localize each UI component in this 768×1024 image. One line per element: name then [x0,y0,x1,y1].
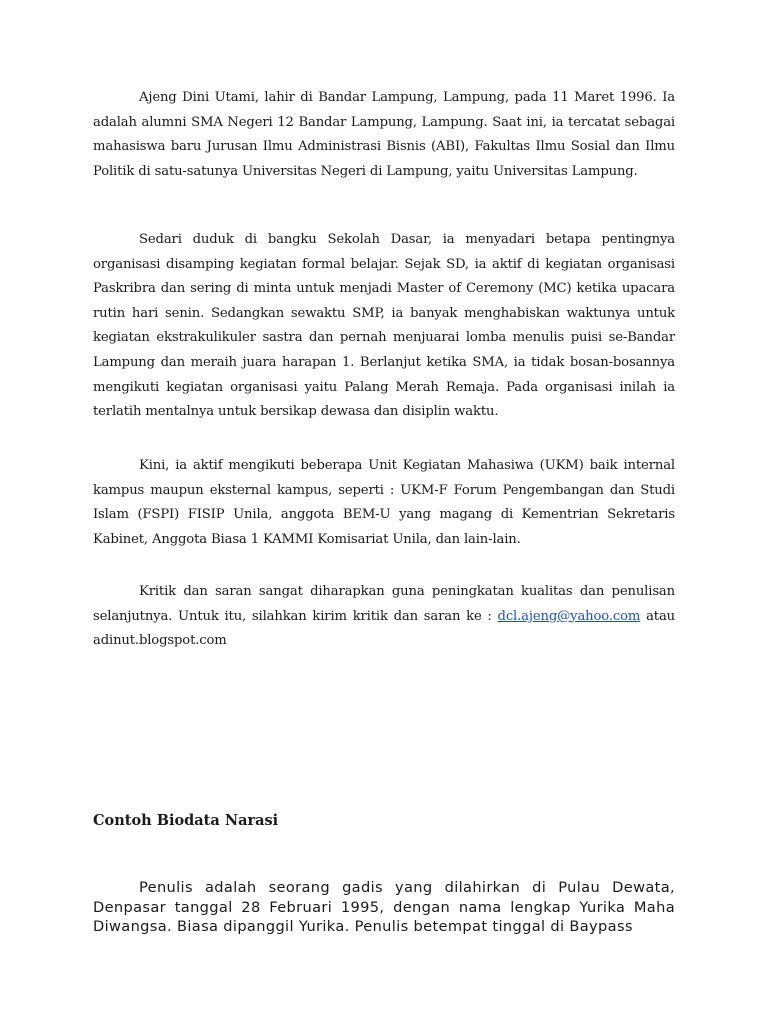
email-link[interactable]: dcl.ajeng@yahoo.com [497,608,641,624]
biodata-paragraph-3: Kini, ia aktif mengikuti beberapa Unit Kegiatan Mahasiwa (UKM) baik internal kampus maupun eksternal kampus, seperti : UKM-F Forum Pengembangan dan Studi Islam (FSPI) FISIP Unila, anggota BEM-U yang magang di Kementrian Sekretaris Kabinet, Anggota Biasa 1 KAMMI Komisariat Unila, dan lain-lain. [93,458,675,547]
paragraph-4-text-after: atau adinut.blogspot.com [93,608,676,649]
narasi-paragraph: Penulis adalah seorang gadis yang dilahirkan di Pulau Dewata, Denpasar tanggal 28 Februari 1995, dengan nama lengkap Yurika Maha Diwangsa. Biasa dipanggil Yurika. Penulis betempat tinggal di Baypass [93,879,675,935]
biodata-paragraph-1: Ajeng Dini Utami, lahir di Bandar Lampung, Lampung, pada 11 Maret 1996. Ia adalah alumni SMA Negeri 12 Bandar Lampung, Lampung. Saat ini, ia tercatat sebagai mahasiswa baru Jurusan Ilmu Administrasi Bisnis (ABI), Fakultas Ilmu Sosial dan Ilmu Politik di satu-satunya Universitas Negeri di Lampung, yaitu Universitas Lampung. [93,90,675,179]
biodata-paragraph-2: Sedari duduk di bangku Sekolah Dasar, ia menyadari betapa pentingnya organisasi disamping kegiatan formal belajar. Sejak SD, ia aktif di kegiatan organisasi Paskribra dan sering di minta untuk menjadi Master of Ceremony (MC) ketika upacara rutin hari senin. Sedangkan sewaktu SMP, ia banyak menghabiskan waktunya untuk kegiatan ekstrakulikuler sastra dan pernah menjuarai lomba menulis puisi se-Bandar Lampung dan meraih juara harapan 1. Berlanjut ketika SMA, ia tidak bosan-bosannya mengikuti kegiatan organisasi yaitu Palang Merah Remaja. Pada organisasi inilah ia terlatih mentalnya untuk bersikap dewasa dan disiplin waktu. [93,232,675,420]
paragraph-4-text-before: Kritik dan saran sangat diharapkan guna peningkatan kualitas dan penulisan selanjutnya. Untuk itu, silahkan kirim kritik dan saran ke : [93,584,675,624]
biodata-paragraph-4 [93,580,675,654]
section-heading: Contoh Biodata Narasi [93,812,279,829]
